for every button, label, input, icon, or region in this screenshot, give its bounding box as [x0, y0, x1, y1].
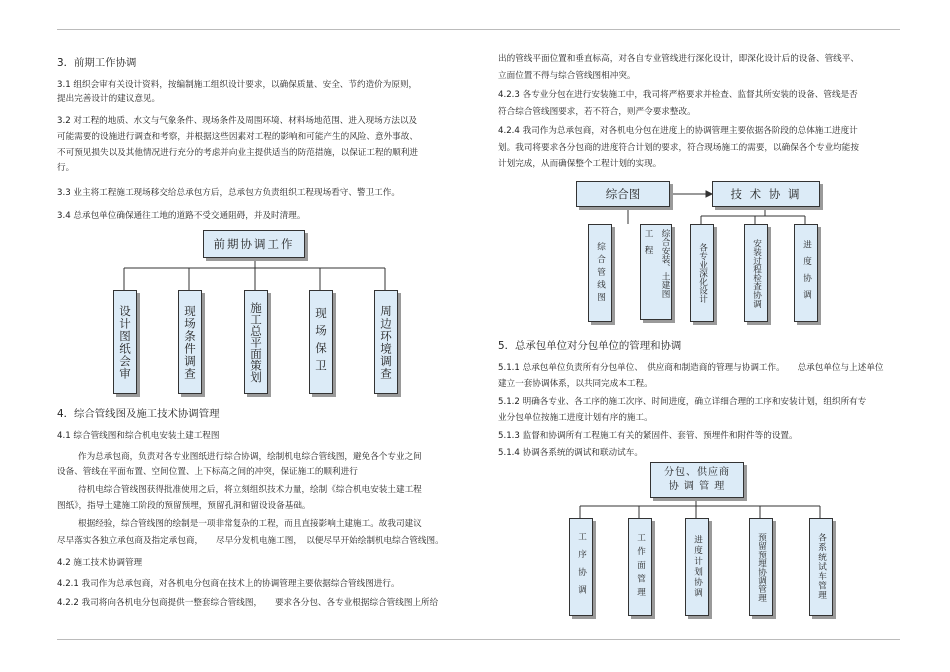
chart3-item-label: 工作面管理 [635, 533, 646, 601]
chart3-title-box [650, 462, 744, 498]
chart1-item-label: 施工总平面策划 [249, 301, 263, 383]
para-3-3: 3.3 业主将工程施工现场移交给总承包方后，总承包方负责组织工程现场看守、警卫工作。 [57, 188, 400, 198]
para-cont-b: 立面位置不得与综合管线图相冲突。 [498, 71, 636, 81]
para-4-1-p3-b: 尽早落实各独立承包商及指定承包商， 尽早分发机电施工图， 以便尽早开始绘制机电综合管线图。 [57, 536, 444, 546]
chart2-item-label: 进度协调 [801, 239, 812, 307]
para-5-1-1-a: 5.1.1 总承包单位负责所有分包单位、 供应商和制造商的管理与协调工作。 总承包单位与上述单位 [498, 363, 884, 373]
section-4-title: 4．综合管线图及施工技术协调管理 [57, 408, 220, 420]
para-4-2-4-a: 4.2.4 我司作为总承包商，对各机电分包在进度上的协调管理主要依据各阶段的总体施工进度计 [498, 126, 858, 136]
chart3-title-line2: 协 调 管 理 [668, 481, 726, 492]
para-4-1-p2-b: 图纸》，指导土建施工阶段的预留预埋，预留孔洞和留设设备基础。 [57, 501, 311, 511]
chart1-title: 前期协调工作 [213, 237, 295, 251]
chart2-left-label: 综合图 [605, 187, 641, 201]
section-3-title: 3．前期工作协调 [57, 57, 137, 69]
chart2-item-label: 各专业深化设计 [697, 242, 708, 304]
para-5-1-4: 5.1.4 协调各系统的调试和联动试车。 [498, 448, 643, 458]
chart3-item-1 [569, 518, 593, 616]
chart3-item-label: 各系统试车管理 [816, 533, 827, 601]
para-4-2-1: 4.2.1 我司作为总承包商，对各机电分包商在技术上的协调管理主要依据综合管线图进行。 [57, 579, 400, 589]
chart1-item-label: 周边环境调查 [379, 304, 393, 380]
para-cont-a: 出的管线平面位置和垂直标高，对各自专业管线进行深化设计，即深化设计后的设备、管线平、 [498, 54, 859, 64]
chart3-item-label: 预留预埋协调管理 [756, 532, 767, 602]
chart2-item-label: 综合安装、土建图 [660, 229, 670, 298]
para-3-1-a: 3.1 组织会审有关设计资料，按编制施工组织设计要求，以确保质量、安全、节约造价为原则， [57, 80, 418, 90]
para-4-1-p2-a: 待机电综合管线图获得批准使用之后，将立刻组织技术力量，绘制《综合机电安装土建工程 [78, 485, 422, 495]
para-4-1-p3-a: 根据经验，综合管线图的绘制是一项非常复杂的工程，而且直接影响土建施工。故我司建议 [78, 519, 422, 529]
chart3-item-5 [809, 518, 833, 616]
chart2-item-label: 工程 [643, 229, 653, 263]
para-4-1-p1-a: 作为总承包商，负责对各专业图纸进行综合协调，绘制机电综合管线图，避免各个专业之间 [78, 452, 422, 462]
para-4-2: 4.2 施工技术协调管理 [57, 558, 143, 568]
chart2-right-label: 技 术 协 调 [730, 187, 802, 201]
para-4-2-4-b: 划。我司将要求各分包商的进度符合计划的要求，符合现场施工的需要，以确保各个专业均能按 [498, 143, 859, 153]
chart1-item-label: 现场保卫 [314, 307, 328, 377]
para-3-2-d: 行。 [57, 163, 75, 173]
chart3-item-3 [685, 518, 709, 616]
para-5-1-2-b: 业分包单位按施工进度计划有序的施工。 [498, 413, 653, 423]
para-5-1-2-a: 5.1.2 明确各专业、各工序的施工次序、时间进度，确立详细合理的工序和安装计划，组织所有专 [498, 397, 867, 407]
para-3-1-b: 提出完善设计的建议意见。 [57, 94, 161, 104]
para-4-1: 4.1 综合管线图和综合机电安装土建工程图 [57, 431, 220, 441]
chart3-item-label: 进度计划协调 [692, 535, 703, 599]
para-4-2-3-a: 4.2.3 各专业分包在进行安装施工中，我司将严格要求并检查、监督其所安装的设备、管线是否 [498, 90, 858, 100]
chart1-item-label: 现场条件调查 [183, 304, 197, 380]
para-3-2-c: 不可预见损失以及其他情况进行充分的考虑并向业主提供适当的防范措施，以保证工程的顺利进 [57, 148, 418, 158]
chart2-item-label: 安装过程检查协调 [751, 238, 762, 308]
para-3-4: 3.4 总承包单位确保通往工地的道路不受交通阻碍，并及时清理。 [57, 211, 306, 221]
para-4-2-3-b: 符合综合管线图要求，若不符合，则严令要求整改。 [498, 107, 696, 117]
chart1-item-label: 设计图纸会审 [118, 304, 132, 380]
para-4-2-2: 4.2.2 我司将向各机电分包商提供一整套综合管线图， 要求各分包、各专业根据综合管线图上所给 [57, 598, 439, 608]
chart3-title-line1: 分包、供应商 [664, 467, 730, 478]
para-5-1-1-b: 建立一套协调体系，以共同完成本工程。 [498, 379, 653, 389]
chart2-item-label: 综合管线图 [595, 241, 606, 305]
para-3-2-a: 3.2 对工程的地质、水文与气象条件、现场条件及周围环境、材料场地范围、进入现场方法以及 [57, 116, 418, 126]
para-4-2-4-c: 计划完成，从而确保整个工程计划的实现。 [498, 159, 662, 169]
para-3-2-b: 可能需要的设施进行调查和考察，并根据这些因素对工程的影响和可能产生的风险、意外事故、 [57, 132, 418, 142]
para-4-1-p1-b: 设备、管线在平面布置、空间位置、上下标高之间的冲突，保证施工的顺利进行 [57, 467, 358, 477]
chart3-item-label: 工序协调 [576, 531, 587, 603]
para-5-1-3: 5.1.3 监督和协调所有工程施工有关的紧固件、套管、预埋件和附件等的设置。 [498, 431, 798, 441]
chart3-item-2 [628, 518, 652, 616]
chart3-item-4 [749, 518, 773, 616]
section-5-title: 5．总承包单位对分包单位的管理和协调 [498, 340, 682, 352]
